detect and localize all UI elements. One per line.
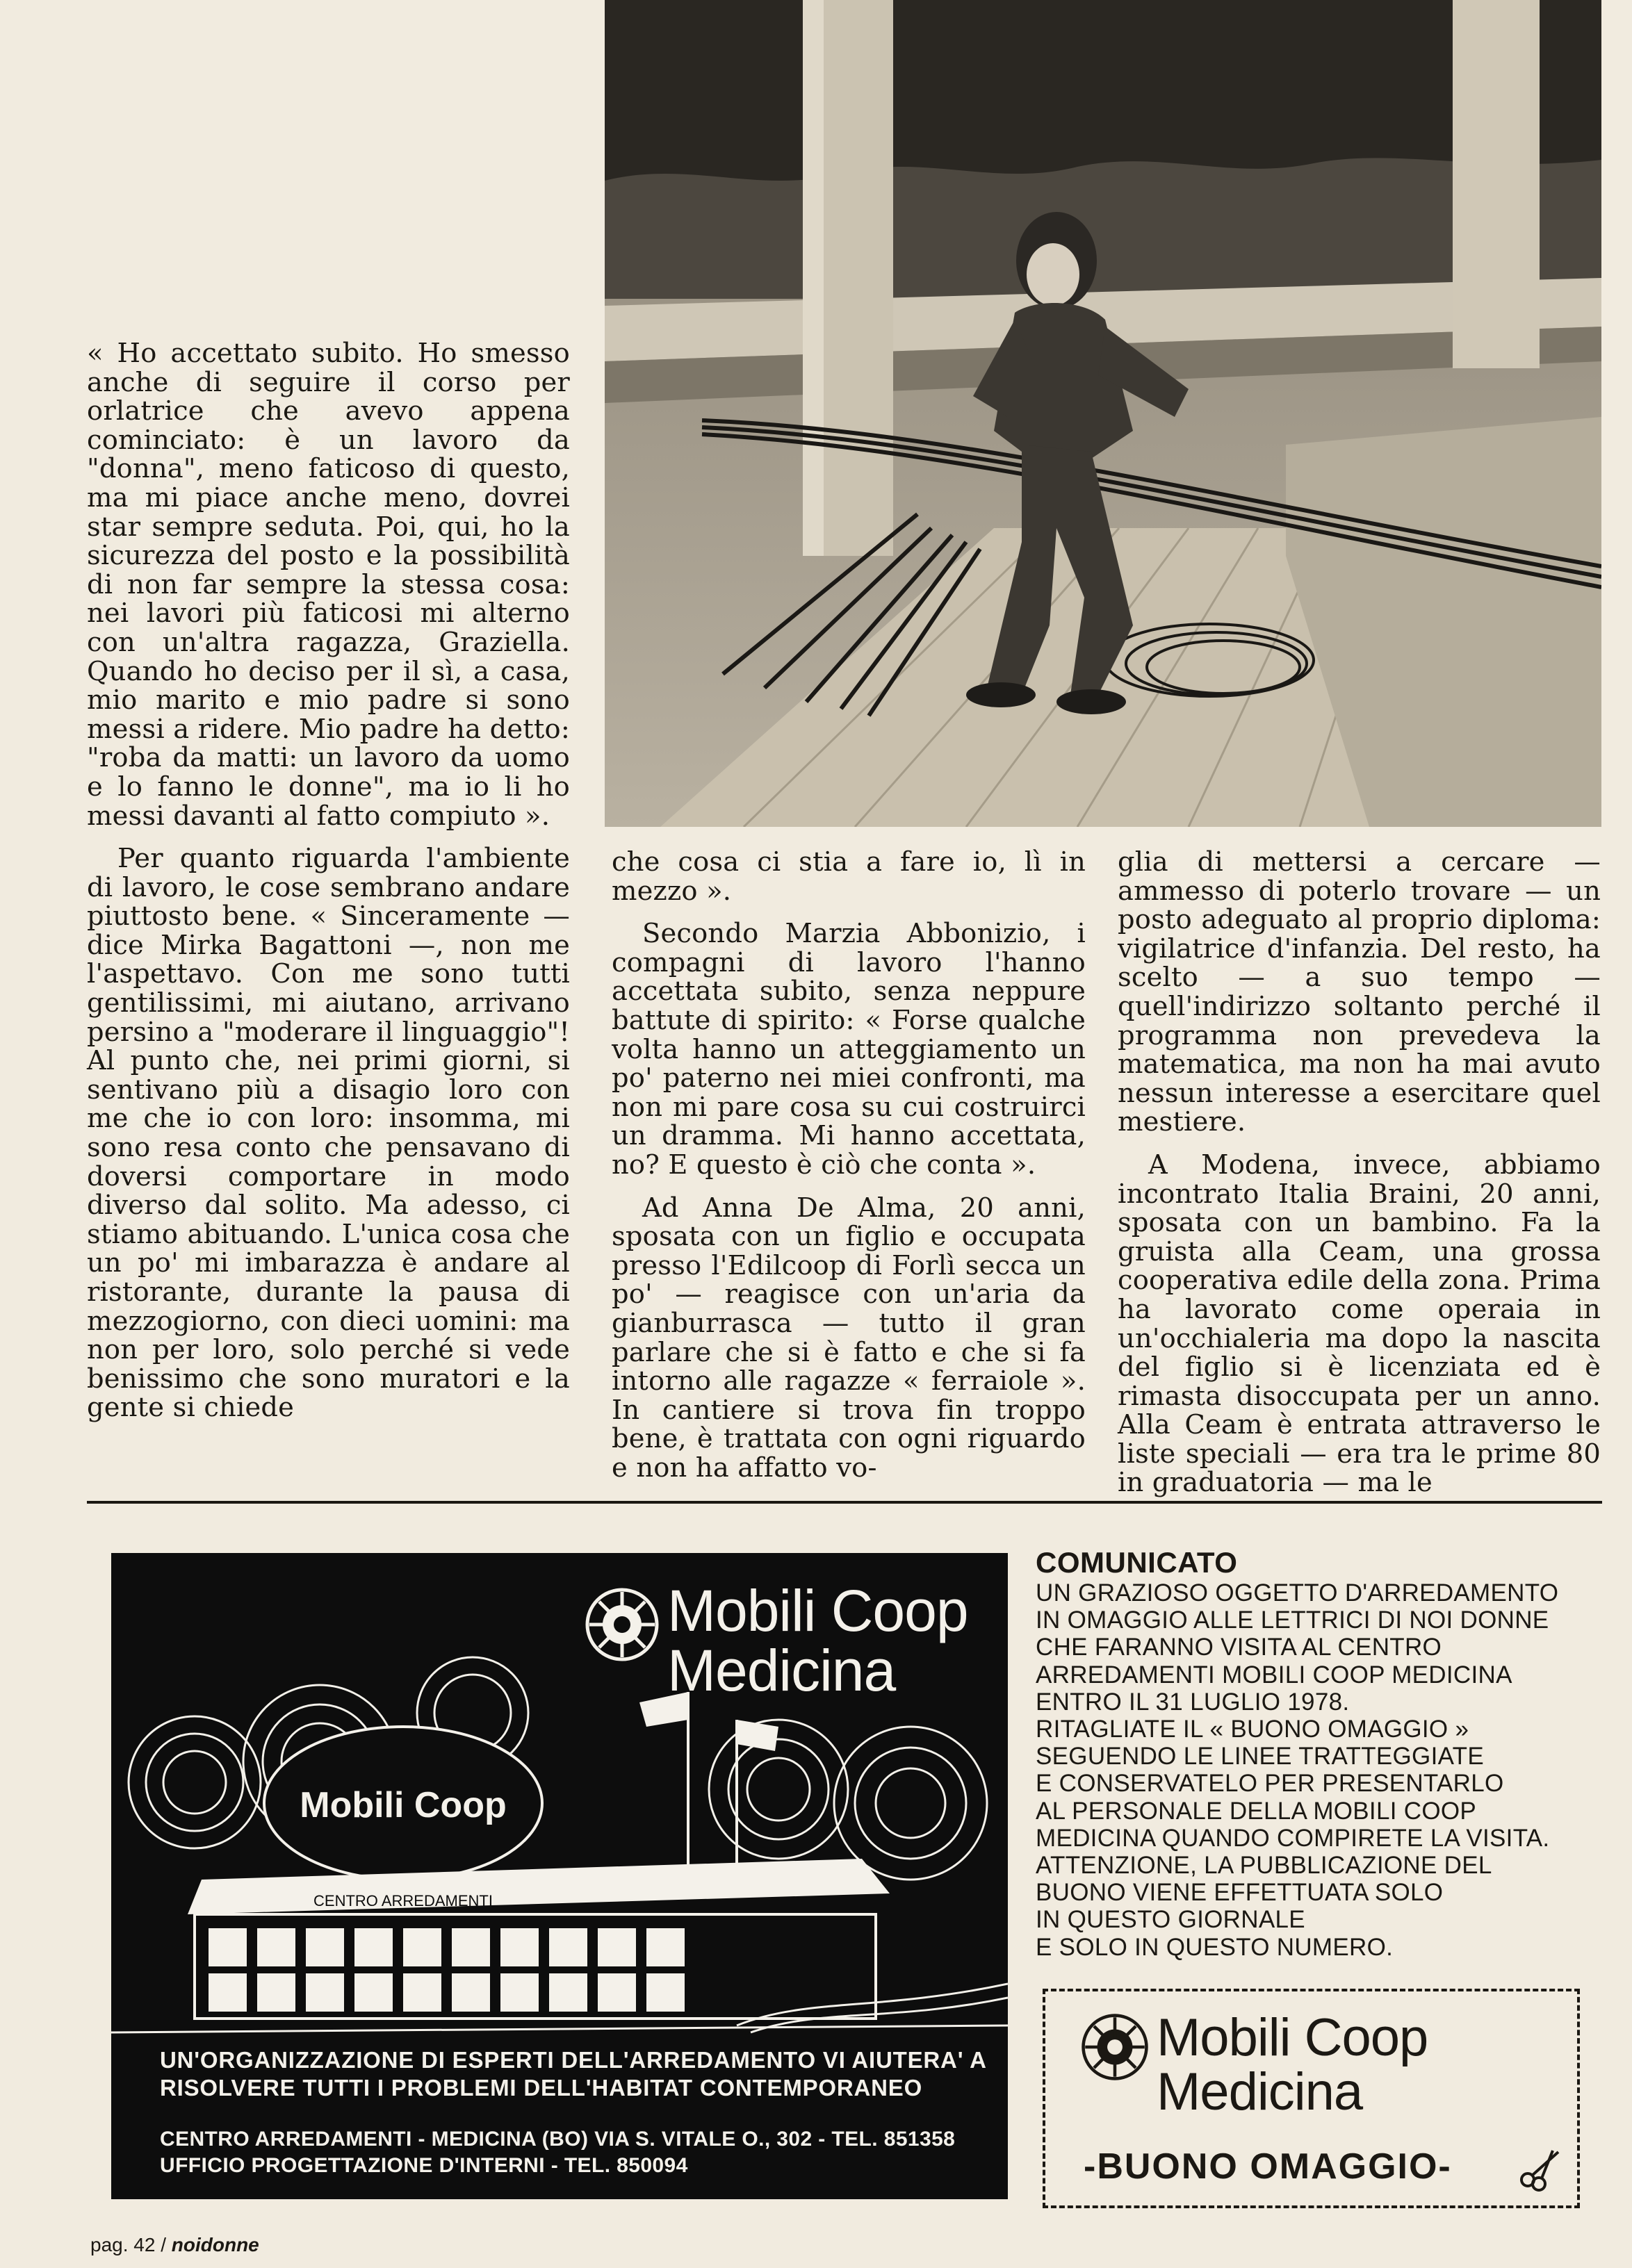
comunicato-line: AL PERSONALE DELLA MOBILI COOP xyxy=(1036,1797,1477,1825)
buono-omaggio-coupon xyxy=(1043,1989,1580,2208)
building-sign: Mobili Coop xyxy=(300,1785,507,1825)
brand-line-1: Mobili Coop xyxy=(1157,2008,1428,2067)
tagline-line-2: RISOLVERE TUTTI I PROBLEMI DELL'HABITAT CONTEMPORANEO xyxy=(160,2075,923,2101)
article-paragraph: « Ho accettato subito. Ho smesso anche di seguire il corso per orlatrice che avevo appena cominciato: è un lavoro da "donna", meno faticoso di questo, ma mi piace anche meno, dovrei star sempre seduta. Poi, qui, ho la sicurezza del posto e la possibilità di non far sempre la stessa cosa: nei lavori più faticosi mi alterno con un'altra ragazza, Graziella. Quando ho deciso per il sì, a casa, mio marito e mio padre si sono messi a ridere. Mio padre ha detto: "roba da matti: un lavoro da uomo e lo fanno le donne", ma io li ho messi davanti al fatto compiuto ». xyxy=(87,338,570,832)
article-column-2 xyxy=(612,848,1086,1482)
comunicato-line: IN QUESTO GIORNALE xyxy=(1036,1906,1305,1934)
brand-line-2: Medicina xyxy=(1157,2062,1363,2121)
comunicato-line: ARREDAMENTI MOBILI COOP MEDICINA xyxy=(1036,1661,1512,1688)
comunicato-line: SEGUENDO LE LINEE TRATTEGGIATE xyxy=(1036,1743,1484,1770)
brand-line-1: Mobili Coop xyxy=(667,1578,968,1643)
advert-address xyxy=(160,2126,980,2179)
article-paragraph: che cosa ci stia a fare io, lì in mezzo ». xyxy=(612,846,1086,907)
coupon-label: -BUONO OMAGGIO- xyxy=(1084,2146,1452,2187)
comunicato-line: MEDICINA QUANDO COMPIRETE LA VISITA. xyxy=(1036,1824,1550,1852)
comunicato-line: RITAGLIATE IL « BUONO OMAGGIO » xyxy=(1036,1716,1469,1743)
comunicato-line: E SOLO IN QUESTO NUMERO. xyxy=(1036,1933,1394,1961)
mobili-coop-advert xyxy=(111,1553,1008,2199)
photo-illustration xyxy=(605,0,1601,827)
article-paragraph: Per quanto riguarda l'ambiente di lavoro, le cose sembrano andare piuttosto bene. « Sinceramente — dice Mirka Bagattoni —, non me l'aspettavo. Con me sono tutti gentilissimi, mi aiutano, arrivano persino a "moderare il linguaggio"! Al punto che, nei primi giorni, si sentivano più a disagio loro con me che io con loro: insomma, mi sono resa conto che pensavano di doversi comportare in modo diverso dal solito. Ma adesso, ci stiamo abituando. L'unica cosa che un po' mi imbarazza è andare al ristorante, durante la pausa di mezzogiorno, con dieci uomini: ma non per loro, solo perché si vede benissimo che sono muratori e la gente si chiede xyxy=(87,843,570,1424)
article-paragraph: Secondo Marzia Abbonizio, i compagni di lavoro l'hanno accettata subito, senza neppure battute di spirito: « Forse qualche volta hanno un atteggiamento un po' paterno nei miei confronti, ma non mi pare cosa su cui costruirci un dramma. Mi hanno accettata, no? E questo è ciò che conta ». xyxy=(612,918,1086,1181)
article-paragraph: glia di mettersi a cercare — ammesso di poterlo trovare — un posto adeguato al proprio diploma: vigilatrice d'infanzia. Del resto, ha scelto — a suo tempo — quell'indirizzo soltanto perché il programma non prevedeva la matematica, ma non ha mai avuto nessun interesse a esercitare quel mestiere. xyxy=(1118,846,1601,1138)
address-line-1: CENTRO ARREDAMENTI - MEDICINA (BO) VIA S. VITALE O., 302 - TEL. 851358 xyxy=(160,2128,956,2151)
article-column-3 xyxy=(1118,848,1601,1497)
comunicato-line: ENTRO IL 31 LUGLIO 1978. xyxy=(1036,1688,1350,1716)
comunicato-line: BUONO VIENE EFFETTUATA SOLO xyxy=(1036,1879,1444,1907)
article-paragraph: Ad Anna De Alma, 20 anni, sposata con un figlio e occupata presso l'Edilcoop di Forlì secca un po' — reagisce con un'aria da gianburrasca — tutto il gran parlare che si è fatto e che si fa intorno alle ragazze « ferraiole ». In cantiere si trova fin troppo bene, è trattata con ogni riguardo e non ha affatto vo- xyxy=(612,1192,1086,1484)
building-banner: CENTRO ARREDAMENTI xyxy=(313,1892,493,1909)
section-divider xyxy=(87,1501,1602,1504)
comunicato-line: IN OMAGGIO ALLE LETTRICI DI NOI DONNE xyxy=(1036,1606,1549,1634)
comunicato-notice xyxy=(1036,1546,1599,1961)
comunicato-line: CHE FARANNO VISITA AL CENTRO xyxy=(1036,1634,1442,1661)
comunicato-line: UN GRAZIOSO OGGETTO D'ARREDAMENTO xyxy=(1036,1579,1559,1606)
brand-line-2: Medicina xyxy=(667,1638,896,1703)
comunicato-line: E CONSERVATELO PER PRESENTARLO xyxy=(1036,1770,1504,1798)
construction-site-photo xyxy=(605,0,1601,827)
mobili-coop-logo-icon xyxy=(584,1586,660,1663)
comunicato-line: ATTENZIONE, LA PUBBLICAZIONE DEL xyxy=(1036,1852,1492,1880)
comunicato-title: COMUNICATO xyxy=(1036,1546,1238,1579)
comunicato-body xyxy=(1036,1579,1599,1961)
coupon-brand xyxy=(1157,2008,1428,2121)
advert-brand xyxy=(667,1578,968,1703)
page-number: pag. 42 / xyxy=(90,2234,166,2255)
page-footer xyxy=(90,2234,259,2256)
advert-tagline xyxy=(160,2046,987,2102)
article-paragraph: A Modena, invece, abbiamo incontrato Italia Braini, 20 anni, sposata con un bambino. Fa la gruista alla Ceam, una grossa cooperativa edile della zona. Prima ha lavorato come operaia in un'occhialeria ma dopo la nascita del figlio si è licenziata ed è rimasta disoccupata per un anno. Alla Ceam è entrata attraverso le liste speciali — era tra le prime 80 in graduatoria — ma le xyxy=(1118,1149,1601,1499)
magazine-name: noidonne xyxy=(171,2234,259,2255)
address-line-2: UFFICIO PROGETTAZIONE D'INTERNI - TEL. 850094 xyxy=(160,2154,688,2177)
article-column-1 xyxy=(87,339,570,1422)
mobili-coop-logo-icon xyxy=(1080,2012,1150,2082)
tagline-line-1: UN'ORGANIZZAZIONE DI ESPERTI DELL'ARREDAMENTO VI AIUTERA' A xyxy=(160,2047,987,2073)
scissors-icon xyxy=(1518,2148,1562,2192)
